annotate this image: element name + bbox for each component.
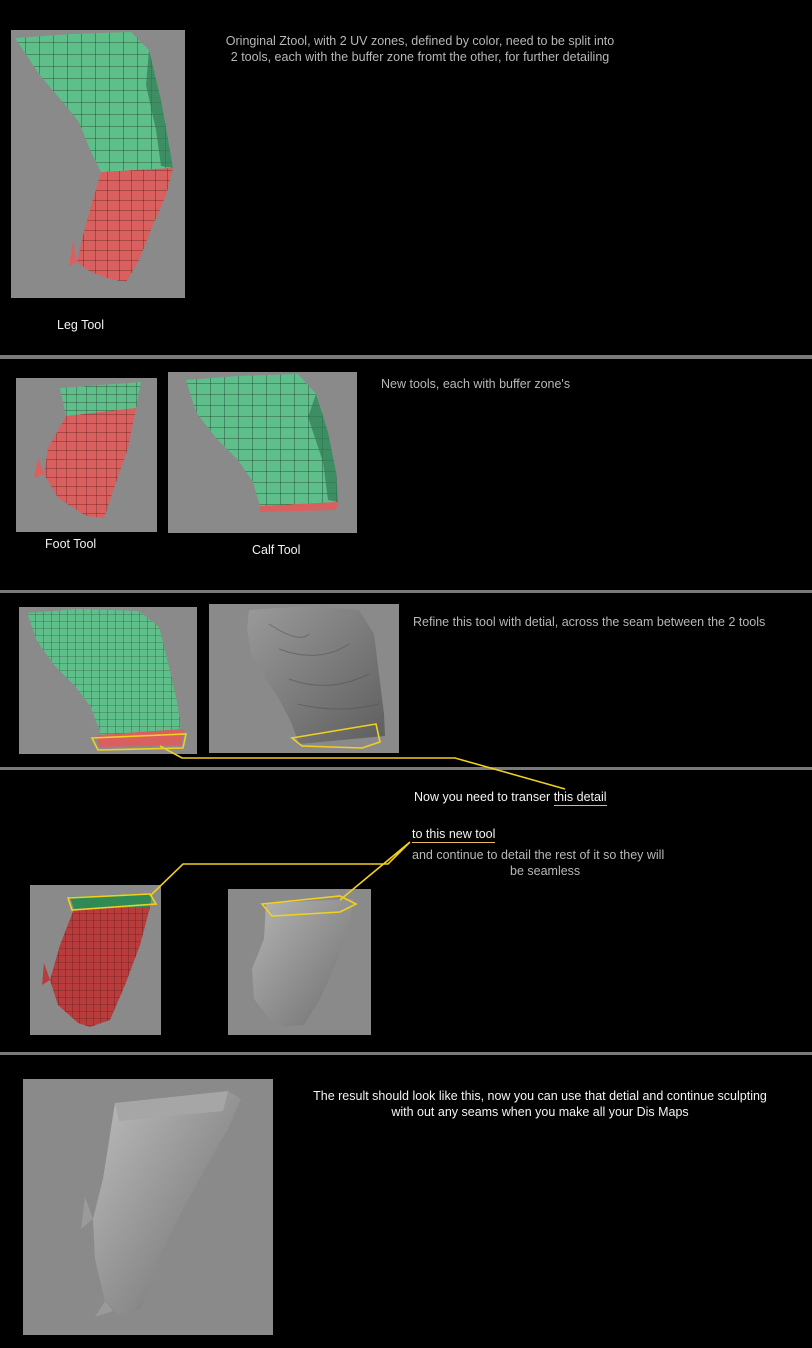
foot-uv-green-buffer [70, 893, 152, 909]
leg-tool-caption: Leg Tool [57, 318, 105, 332]
section4-new-tool: to this new tool [412, 827, 496, 841]
foot-tool-caption: Foot Tool [45, 537, 97, 551]
section5-description-line1: The result should look like this, now you can use that detial and continue sculpting [313, 1089, 767, 1103]
section4-line3: and continue to detail the rest of it so they will [412, 848, 665, 862]
calf-uv-viewport [19, 607, 197, 754]
calf-sculpt-viewport [209, 604, 399, 753]
result-sculpt-surface [93, 1091, 241, 1315]
section-divider [0, 767, 812, 770]
section5-description-line2: with out any seams when you make all your Dis Maps [391, 1105, 689, 1119]
foot-uv-mesh [30, 885, 161, 1035]
calf-uv-mesh [19, 607, 197, 754]
calf-tool-viewport [168, 372, 357, 533]
foot-sculpt-surface [252, 899, 354, 1027]
calf-sculpt-mesh [209, 604, 399, 753]
leg-tool-viewport [11, 30, 185, 298]
foot-sculpt-mesh [228, 889, 371, 1035]
section2-description: New tools, each with buffer zone's [381, 377, 571, 391]
section3-description: Refine this tool with detial, across the seam between the 2 tools [413, 615, 766, 629]
section4-this-detail: this detail [553, 790, 607, 804]
calf-tool-caption: Calf Tool [252, 543, 301, 557]
section-divider [0, 355, 812, 359]
foot-tool-mesh [16, 378, 157, 532]
section1-description-line2: 2 tools, each with the buffer zone fromt the other, for further detailing [230, 50, 610, 64]
section4-line1 [414, 789, 607, 805]
result-sculpt-mesh [23, 1079, 273, 1335]
calf-tool-mesh [168, 372, 357, 533]
section-divider [0, 590, 812, 593]
section4-line4: be seamless [510, 864, 581, 878]
foot-tool-viewport [16, 378, 157, 532]
section1-description-line1: Oringinal Ztool, with 2 UV zones, defined by color, need to be split into [225, 34, 615, 48]
foot-uv-viewport [30, 885, 161, 1035]
foot-sculpt-viewport [228, 889, 371, 1035]
leg-tool-mesh [11, 30, 185, 298]
calf-sculpt-surface [247, 606, 385, 744]
section-divider [0, 1052, 812, 1055]
result-viewport [23, 1079, 273, 1335]
section4-line1-prefix: Now you need to transer [414, 790, 551, 804]
